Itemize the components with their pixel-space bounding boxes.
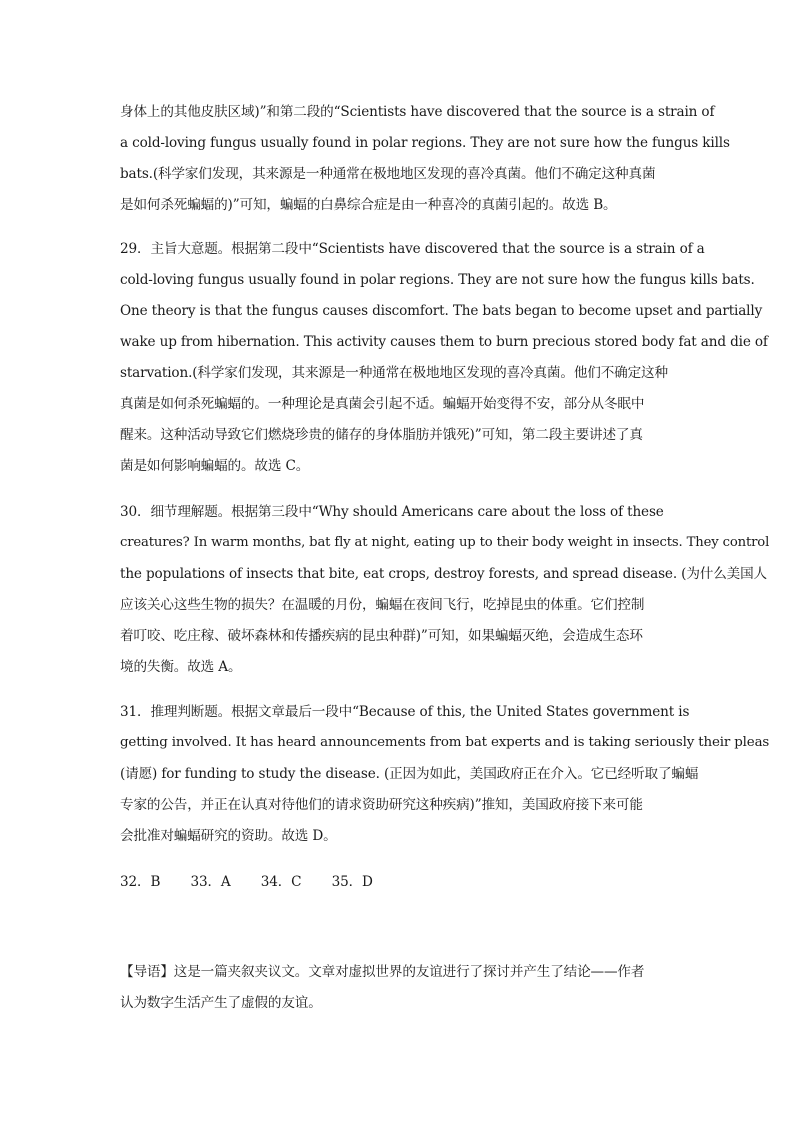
text-line: (请愿) for funding to study the disease. (正因为如此，美国政府正在介入。它已经听取了蝙蝠 (120, 766, 699, 782)
answer-item: 33．A (190, 874, 231, 890)
text-line: 菌是如何影响蝙蝠的。故选 C。 (120, 458, 310, 474)
text-line: 是如何杀死蝙蝠的)”可知，蝙蝠的白鼻综合症是由一种喜冷的真菌引起的。故选 B。 (120, 197, 617, 213)
text-line: 境的失衡。故选 A。 (120, 659, 242, 675)
answer-item: 32．B (120, 874, 161, 890)
text-line: creatures? In warm months, bat fly at night, eating up to their body weight in insects. They control (120, 535, 770, 550)
text-line: 【导语】这是一篇夹叙夹议文。文章对虚拟世界的友谊进行了探讨并产生了结论——作者 (120, 964, 645, 980)
text-line: the populations of insects that bite, eat crops, destroy forests, and spread disease. (为什么美国人 (120, 566, 767, 582)
answer-key-row (120, 872, 399, 892)
text-line: starvation.(科学家们发现，其来源是一种通常在极地地区发现的喜冷真菌。他们不确定这种 (120, 365, 668, 381)
answer-item: 35．D (331, 874, 373, 890)
text-line: 会批准对蝙蝠研究的资助。故选 D。 (120, 828, 337, 844)
text-line: cold-loving fungus usually found in polar regions. They are not sure how the fungus kills bats. (120, 272, 755, 288)
text-line: 专家的公告，并正在认真对待他们的请求资助研究这种疾病)”推知，美国政府接下来可能 (120, 797, 643, 813)
text-line: One theory is that the fungus causes discomfort. The bats began to become upset and partially (120, 303, 763, 319)
text-line: bats.(科学家们发现，其来源是一种通常在极地地区发现的喜冷真菌。他们不确定这种真菌 (120, 166, 656, 182)
text-line: 应该关心这些生物的损失？在温暖的月份，蝙蝠在夜间飞行，吃掉昆虫的体重。它们控制 (120, 597, 645, 613)
text-line: 认为数字生活产生了虚假的友谊。 (120, 995, 322, 1011)
text-line: 30．细节理解题。根据第三段中“Why should Americans care about the loss of these (120, 504, 664, 520)
text-line: 着叮咬、吃庄稼、破坏森林和传播疾病的昆虫种群)”可知，如果蝙蝠灭绝，会造成生态环 (120, 628, 643, 644)
answer-item: 34．C (260, 874, 302, 890)
text-line: 真菌是如何杀死蝙蝠的。一种理论是真菌会引起不适。蝙蝠开始变得不安，部分从冬眠中 (120, 396, 645, 412)
text-line: a cold-loving fungus usually found in polar regions. They are not sure how the fungus kills (120, 135, 730, 151)
text-line: 身体上的其他皮肤区域)”和第二段的“Scientists have discovered that the source is a strain of (120, 104, 715, 120)
text-line: 31．推理判断题。根据文章最后一段中“Because of this, the United States government is (120, 704, 690, 720)
text-line: wake up from hibernation. This activity causes them to burn precious stored body fat and die of (120, 334, 768, 350)
text-line: getting involved. It has heard announcements from bat experts and is taking seriously their pleas (120, 735, 770, 750)
text-line: 醒来。这种活动导致它们燃烧珍贵的储存的身体脂肪并饿死)”可知，第二段主要讲述了真 (120, 427, 643, 443)
text-line: 29．主旨大意题。根据第二段中“Scientists have discovered that the source is a strain of a (120, 241, 705, 257)
